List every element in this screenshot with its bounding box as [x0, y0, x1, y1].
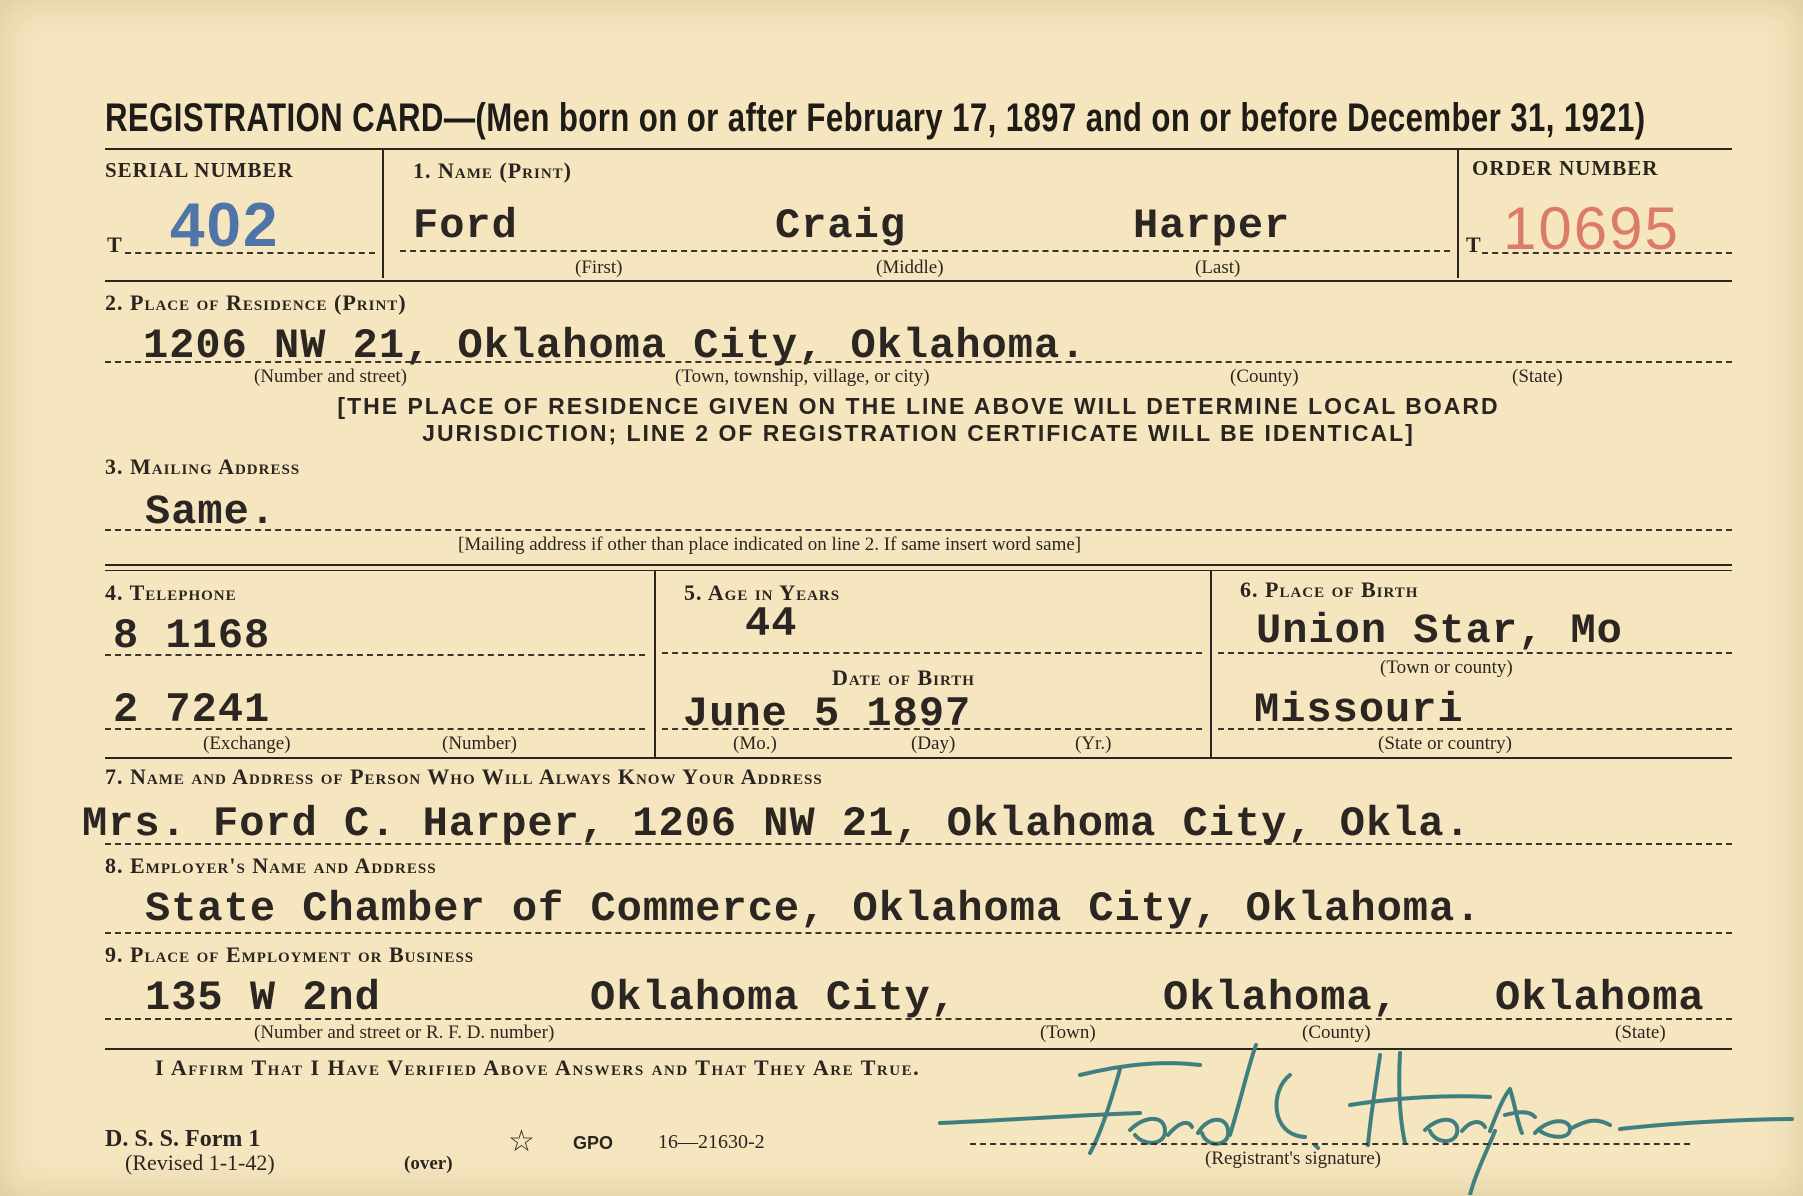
- card-title: REGISTRATION CARD—(Men born on or after February 17, 1897 and on or before December 31, 1921): [105, 96, 1646, 140]
- order-line: [1482, 252, 1732, 254]
- telephone-line-b: [105, 728, 645, 730]
- telephone-line-a: [105, 654, 645, 656]
- residence-label: 2. Place of Residence (Print): [105, 290, 407, 315]
- middle-caption: (Middle): [876, 257, 944, 278]
- birthplace-state: Missouri: [1254, 686, 1464, 734]
- contact-label: 7. Name and Address of Person Who Will Always Know Your Address: [105, 764, 823, 789]
- residence-caption-town: (Town, township, village, or city): [675, 366, 930, 387]
- employment-label: 9. Place of Employment or Business: [105, 942, 475, 967]
- employer-value: State Chamber of Commerce, Oklahoma City, Oklahoma.: [145, 885, 1482, 933]
- signature-caption: (Registrant's signature): [1205, 1148, 1381, 1169]
- contact-value: Mrs. Ford C. Harper, 1206 NW 21, Oklahoma City, Okla.: [82, 800, 1471, 848]
- residence-value: 1206 NW 21, Oklahoma City, Oklahoma.: [143, 322, 1087, 370]
- rule-3b: [105, 570, 1732, 571]
- birthplace-line-b: [1218, 728, 1732, 730]
- age-line: [662, 652, 1202, 654]
- telephone-line1: 8 1168: [113, 612, 271, 660]
- employment-caption-state: (State): [1615, 1022, 1666, 1043]
- dob-yr-caption: (Yr.): [1075, 733, 1112, 754]
- residence-caption-county: (County): [1230, 366, 1299, 387]
- dob-label: Date of Birth: [832, 665, 975, 690]
- form-number: D. S. S. Form 1: [105, 1126, 261, 1152]
- contact-line: [105, 843, 1732, 845]
- rule-2: [105, 280, 1732, 282]
- residence-notice-line2: JURISDICTION; LINE 2 OF REGISTRATION CERTIFICATE WILL BE IDENTICAL]: [422, 420, 1415, 446]
- gpo-code: 16—21630-2: [658, 1131, 765, 1153]
- employment-caption-street: (Number and street or R. F. D. number): [254, 1022, 555, 1043]
- form-over: (over): [404, 1153, 453, 1174]
- mailing-label: 3. Mailing Address: [105, 454, 301, 479]
- employment-town: Oklahoma City,: [590, 974, 957, 1022]
- name-label: 1. Name (Print): [413, 158, 572, 183]
- employment-caption-town: (Town): [1040, 1022, 1096, 1043]
- employment-street: 135 W 2nd: [145, 974, 381, 1022]
- rule-3: [105, 564, 1732, 566]
- gpo-mark: GPO: [573, 1133, 614, 1153]
- order-number-label: ORDER NUMBER: [1472, 156, 1659, 180]
- employment-county: Oklahoma,: [1163, 974, 1399, 1022]
- order-prefix: T: [1466, 232, 1481, 257]
- order-number-value: 10695: [1503, 195, 1680, 262]
- age-label: 5. Age in Years: [684, 580, 841, 605]
- employer-label: 8. Employer's Name and Address: [105, 853, 437, 878]
- residence-notice-line1: [THE PLACE OF RESIDENCE GIVEN ON THE LINE ABOVE WILL DETERMINE LOCAL BOARD: [337, 393, 1500, 419]
- serial-line: [125, 252, 375, 254]
- first-caption: (First): [575, 257, 623, 278]
- name-line: [400, 250, 1450, 252]
- serial-prefix: T: [107, 232, 122, 257]
- registrant-signature: [930, 1035, 1800, 1195]
- mailing-value: Same.: [145, 488, 277, 536]
- employer-line: [105, 932, 1732, 934]
- birthplace-state-caption: (State or country): [1378, 733, 1513, 754]
- form-revised: (Revised 1-1-42): [125, 1150, 275, 1175]
- star-icon: ☆: [508, 1125, 535, 1158]
- number-caption: (Number): [442, 733, 517, 754]
- dob-mo-caption: (Mo.): [733, 733, 777, 754]
- telephone-label: 4. Telephone: [105, 580, 237, 605]
- signature-line: [970, 1143, 1690, 1145]
- serial-number-label: SERIAL NUMBER: [105, 158, 294, 182]
- last-caption: (Last): [1195, 257, 1241, 278]
- birthplace-town-caption: (Town or county): [1380, 657, 1513, 678]
- birthplace-divider: [1210, 571, 1212, 757]
- employment-line: [105, 1018, 1732, 1020]
- top-rule: [105, 148, 1732, 150]
- dob-line: [662, 728, 1202, 730]
- mailing-caption: [Mailing address if other than place indicated on line 2. If same insert word same]: [458, 534, 1082, 555]
- residence-caption-street: (Number and street): [254, 366, 407, 387]
- affirmation-text: I Affirm That I Have Verified Above Answers and That They Are True.: [155, 1055, 921, 1080]
- rule-4: [105, 757, 1732, 759]
- mailing-line: [105, 529, 1732, 531]
- dob-value: June 5 1897: [683, 690, 972, 738]
- order-divider: [1457, 150, 1459, 278]
- residence-caption-state: (State): [1512, 366, 1563, 387]
- dob-day-caption: (Day): [911, 733, 956, 754]
- telephone-line2: 2 7241: [113, 686, 271, 734]
- first-name-value: Ford: [413, 202, 518, 250]
- employment-caption-county: (County): [1302, 1022, 1371, 1043]
- telephone-divider: [654, 571, 656, 757]
- residence-line: [105, 361, 1732, 363]
- birthplace-town: Union Star, Mo: [1256, 607, 1623, 655]
- employment-state: Oklahoma: [1495, 974, 1705, 1022]
- birthplace-label: 6. Place of Birth: [1240, 577, 1419, 602]
- serial-divider: [382, 150, 384, 278]
- last-name-value: Harper: [1133, 202, 1291, 250]
- age-value: 44: [745, 600, 798, 648]
- birthplace-line-a: [1218, 652, 1732, 654]
- exchange-caption: (Exchange): [203, 733, 291, 754]
- serial-number-value: 402: [170, 191, 280, 260]
- middle-name-value: Craig: [775, 202, 907, 250]
